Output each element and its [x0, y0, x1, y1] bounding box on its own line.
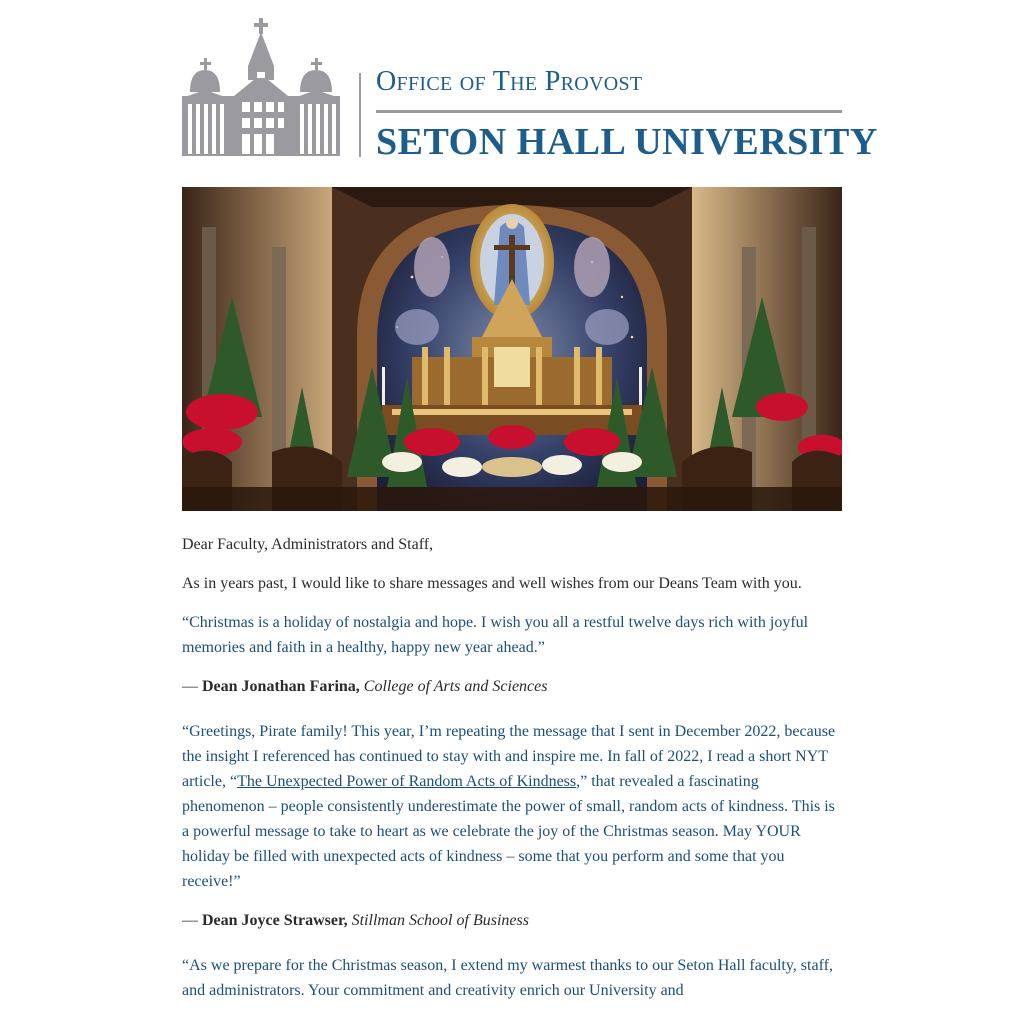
nyt-article-link[interactable]: The Unexpected Power of Random Acts of Kindness [237, 773, 577, 790]
letter-content [182, 532, 842, 1017]
dean-name: Dean Joyce Strawser, [202, 912, 348, 929]
dean-school: Stillman School of Business [351, 912, 529, 929]
dean-name: Dean Jonathan Farina, [202, 678, 360, 695]
email-body [182, 0, 878, 999]
chapel-christmas-photo [182, 187, 842, 511]
decorated-church-altar-image [182, 187, 842, 511]
dean-school: College of Arts and Sciences [363, 678, 548, 695]
university-name: SETON HALL UNIVERSITY [376, 121, 878, 163]
attribution-dash: — [182, 912, 202, 929]
attribution-dash: — [182, 678, 202, 695]
dean-message-quote [182, 719, 842, 894]
greeting: Dear Faculty, Administrators and Staff, [182, 536, 434, 553]
intro-paragraph: As in years past, I would like to share messages and well wishes from our Deans Team with you. [182, 575, 802, 592]
office-title: Office of The Provost [376, 66, 643, 97]
dean-message-quote: “As we prepare for the Christmas season, I extend my warmest thanks to our Seton Hall faculty, staff, and administrators. Your commitment and creativity enrich our University and [182, 957, 833, 999]
provost-header [182, 0, 878, 187]
quote-text: ,” that revealed a fascinating phenomenon – people consistently underestimate the power of small, random acts of kindness. This is a powerful message to take to heart as we celebrate the joy of the Christmas season. May YOUR holiday be filled with unexpected acts of kindness – some that you perform and some that you receive!” [182, 773, 835, 890]
dean-attribution [182, 674, 842, 699]
dean-message-quote: “Christmas is a holiday of nostalgia and hope. I wish you all a restful twelve days rich with joyful memories and faith in a healthy, happy new year ahead.” [182, 614, 809, 656]
chapel-logo-icon [182, 18, 342, 158]
header-rule [376, 110, 842, 113]
logo-divider [359, 73, 361, 157]
quote-text: “Greetings, Pirate family! This year, I’m repeating the message that I sent in December 2022, because the insight I referenced has continued to stay with and inspire me. In fall of 2022, I read a short NYT article, “ [182, 723, 836, 790]
dean-attribution [182, 908, 842, 933]
